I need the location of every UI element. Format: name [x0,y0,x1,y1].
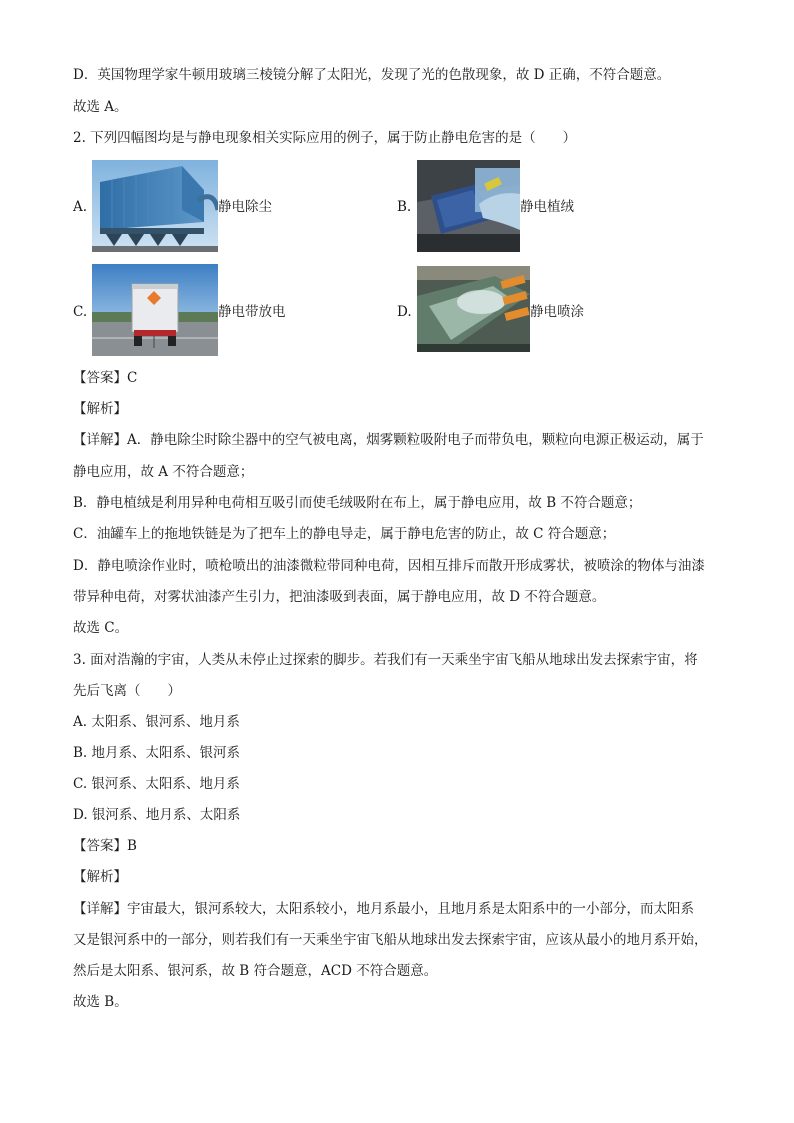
q2-detail-line: 静电应用，故 A 不符合题意； [73,464,254,480]
q3-answer [73,836,137,856]
electrostatic-flocking-photo [417,160,520,252]
q3-conclusion: 故选 B。 [73,994,128,1010]
q3-option-d: D. 银河系、地月系、太阳系 [73,807,241,823]
dust-collector-photo [92,160,218,252]
q3-answer-tag: 【答案】 [73,838,127,854]
q3-analysis-tag: 【解析】 [73,869,127,885]
q2-detail-line: 【详解】A．静电除尘时除尘器中的空气被电离，烟雾颗粒吸附电子而带负电，颗粒向电源正极运动，属于 [73,432,704,448]
q3-stem-line: 先后飞离（ ） [73,683,181,699]
q3-detail-line: 【详解】宇宙最大，银河系较大，太阳系较小，地月系最小，且地月系是太阳系中的一小部分，而太阳系 [73,901,694,917]
q2-answer [73,368,137,388]
q2-option-d-text: 静电喷涂 [530,304,584,320]
q2-conclusion: 故选 C。 [73,620,129,636]
q2-option-c-text: 静电带放电 [218,304,286,320]
q2-answer-tag: 【答案】 [73,370,127,386]
q2-option-c-label: C. [73,304,88,320]
q3-stem-line: 3. 面对浩瀚的宇宙，人类从未停止过探索的脚步。若我们有一天乘坐宇宙飞船从地球出发去探索宇宙，将 [73,652,698,668]
q2-stem: 2. 下列四幅图均是与静电现象相关实际应用的例子，属于防止静电危害的是（ ） [73,130,577,146]
q3-answer-value: B [127,838,137,854]
q3-detail-line: 又是银河系中的一部分，则若我们有一天乘坐宇宙飞船从地球出发去探索宇宙，应该从最小的地月系开始， [73,932,708,948]
q2-detail-line: B．静电植绒是利用异种电荷相互吸引而使毛绒吸附在布上，属于静电应用，故 B 不符合题意； [73,495,642,511]
q3-option-b: B. 地月系、太阳系、银河系 [73,745,241,761]
prev-option-d-line: D．英国物理学家牛顿用玻璃三棱镜分解了太阳光，发现了光的色散现象，故 D 正确，不符合题意。 [73,67,671,83]
q2-detail-line: C．油罐车上的拖地铁链是为了把车上的静电导走，属于静电危害的防止，故 C 符合题意； [73,526,616,542]
q2-detail-line: 带异种电荷，对雾状油漆产生引力，把油漆吸到表面，属于静电应用，故 D 不符合题意。 [73,589,606,605]
q3-detail-line: 然后是太阳系、银河系，故 B 符合题意，ACD 不符合题意。 [73,963,438,979]
q2-answer-value: C [127,370,138,386]
q2-analysis-tag: 【解析】 [73,401,127,417]
q2-option-a-text: 静电除尘 [218,199,272,215]
q3-option-c: C. 银河系、太阳系、地月系 [73,776,240,792]
prev-conclusion: 故选 A。 [73,99,128,115]
q2-option-a-label: A. [73,199,88,215]
q2-option-b-label: B. [397,199,412,215]
electrostatic-spraying-photo [417,266,530,352]
q2-option-d-label: D. [397,304,412,320]
q2-option-b-text: 静电植绒 [520,199,574,215]
q2-detail-line: D．静电喷涂作业时，喷枪喷出的油漆微粒带同种电荷，因相互排斥而散开形成雾状，被喷涂的物体与油漆 [73,558,705,574]
q3-option-a: A. 太阳系、银河系、地月系 [73,714,240,730]
tanker-truck-photo [92,264,218,356]
